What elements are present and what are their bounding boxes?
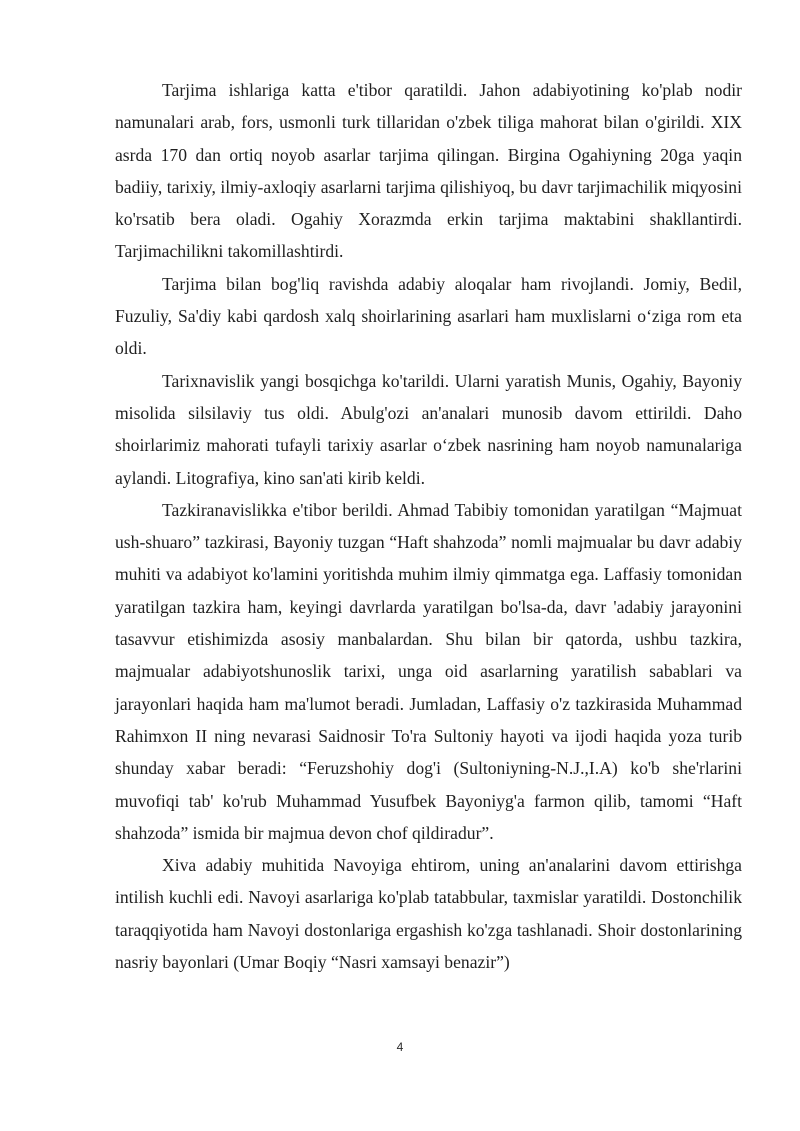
page-number: 4 <box>396 1040 404 1054</box>
paragraph-historiography: Tarixnavislik yangi bosqichga ko'tarildi. Ularni yaratish Munis, Ogahiy, Bayoniy misolida silsilaviy tus oldi. Abulg'ozi an'analari munosib davom ettirildi. Daho shoirlarimiz mahorati tufayli tarixiy asarlar o‘zbek nasrining ham noyob namunalariga aylandi. Litografiya, kino san'ati kirib keldi. <box>115 370 742 488</box>
body-text <box>115 74 742 978</box>
paragraph-literary-relations: Tarjima bilan bog'liq ravishda adabiy aloqalar ham rivojlandi. Jomiy, Bedil, Fuzuliy, Sa'diy kabi qardosh xalq shoirlarining asarlari ham muxlislarni o‘ziga rom eta oldi. <box>115 273 742 359</box>
paragraph-tazkira: Tazkiranavislikka e'tibor berildi. Ahmad Tabibiy tomonidan yaratilgan “Majmuat ush-shuaro” tazkirasi, Bayoniy tuzgan “Haft shahzoda” nomli majmualar bu davr adabiy muhiti va adabiyot ko'lamini yoritishda muhim ilmiy qimmatga ega. Laffasiy tomonidan yaratilgan tazkira ham, keyingi davrlarda yaratilgan bo'lsa-da, davr 'adabiy jarayonini tasavvur etishimizda asosiy manbalardan. Shu bilan bir qatorda, ushbu tazkira, majmualar adabiyotshunoslik tarixi, unga oid asarlarning yaratilish sabablari va jarayonlari haqida ham ma'lumot beradi. Jumladan, Laffasiy o'z tazkirasida Muhammad Rahimxon II ning nevarasi Saidnosir To'ra Sultoniy hayoti va ijodi haqida yoza turib shunday xabar beradi: “Feruzshohiy dog'i (Sultoniyning-N.J.,I.A) ko'b she'rlarini muvofiqi tab' ko'rub Muhammad Yusufbek Bayoniyg'a farmon qilib, tamomi “Haft shahzoda” ismida bir majmua devon chof qildiradur”. <box>115 499 742 843</box>
paragraph-navoiy-tradition: Xiva adabiy muhitida Navoyiga ehtirom, uning an'analarini davom ettirishga intilish kuchli edi. Navoyi asarlariga ko'plab tatabbular, taxmislar yaratildi. Dostonchilik taraqqiyotida ham Navoyi dostonlariga ergashish ko'zga tashlanadi. Shoir dostonlarining nasriy bayonlari (Umar Boqiy “Nasri xamsayi benazir”) <box>115 855 742 973</box>
paragraph-translation: Tarjima ishlariga katta e'tibor qaratildi. Jahon adabiyotining ko'plab nodir namunalari arab, fors, usmonli turk tillaridan o'zbek tiliga mahorat bilan o'girildi. XIX asrda 170 dan ortiq noyob asarlar tarjima qilingan. Birgina Ogahiyning 20ga yaqin badiiy, tarixiy, ilmiy-axloqiy asarlarni tarjima qilishiyoq, bu davr tarjimachilik miqyosini ko'rsatib bera oladi. Ogahiy Xorazmda erkin tarjima maktabini shakllantirdi. Tarjimachilikni takomillashtirdi. <box>115 80 742 262</box>
